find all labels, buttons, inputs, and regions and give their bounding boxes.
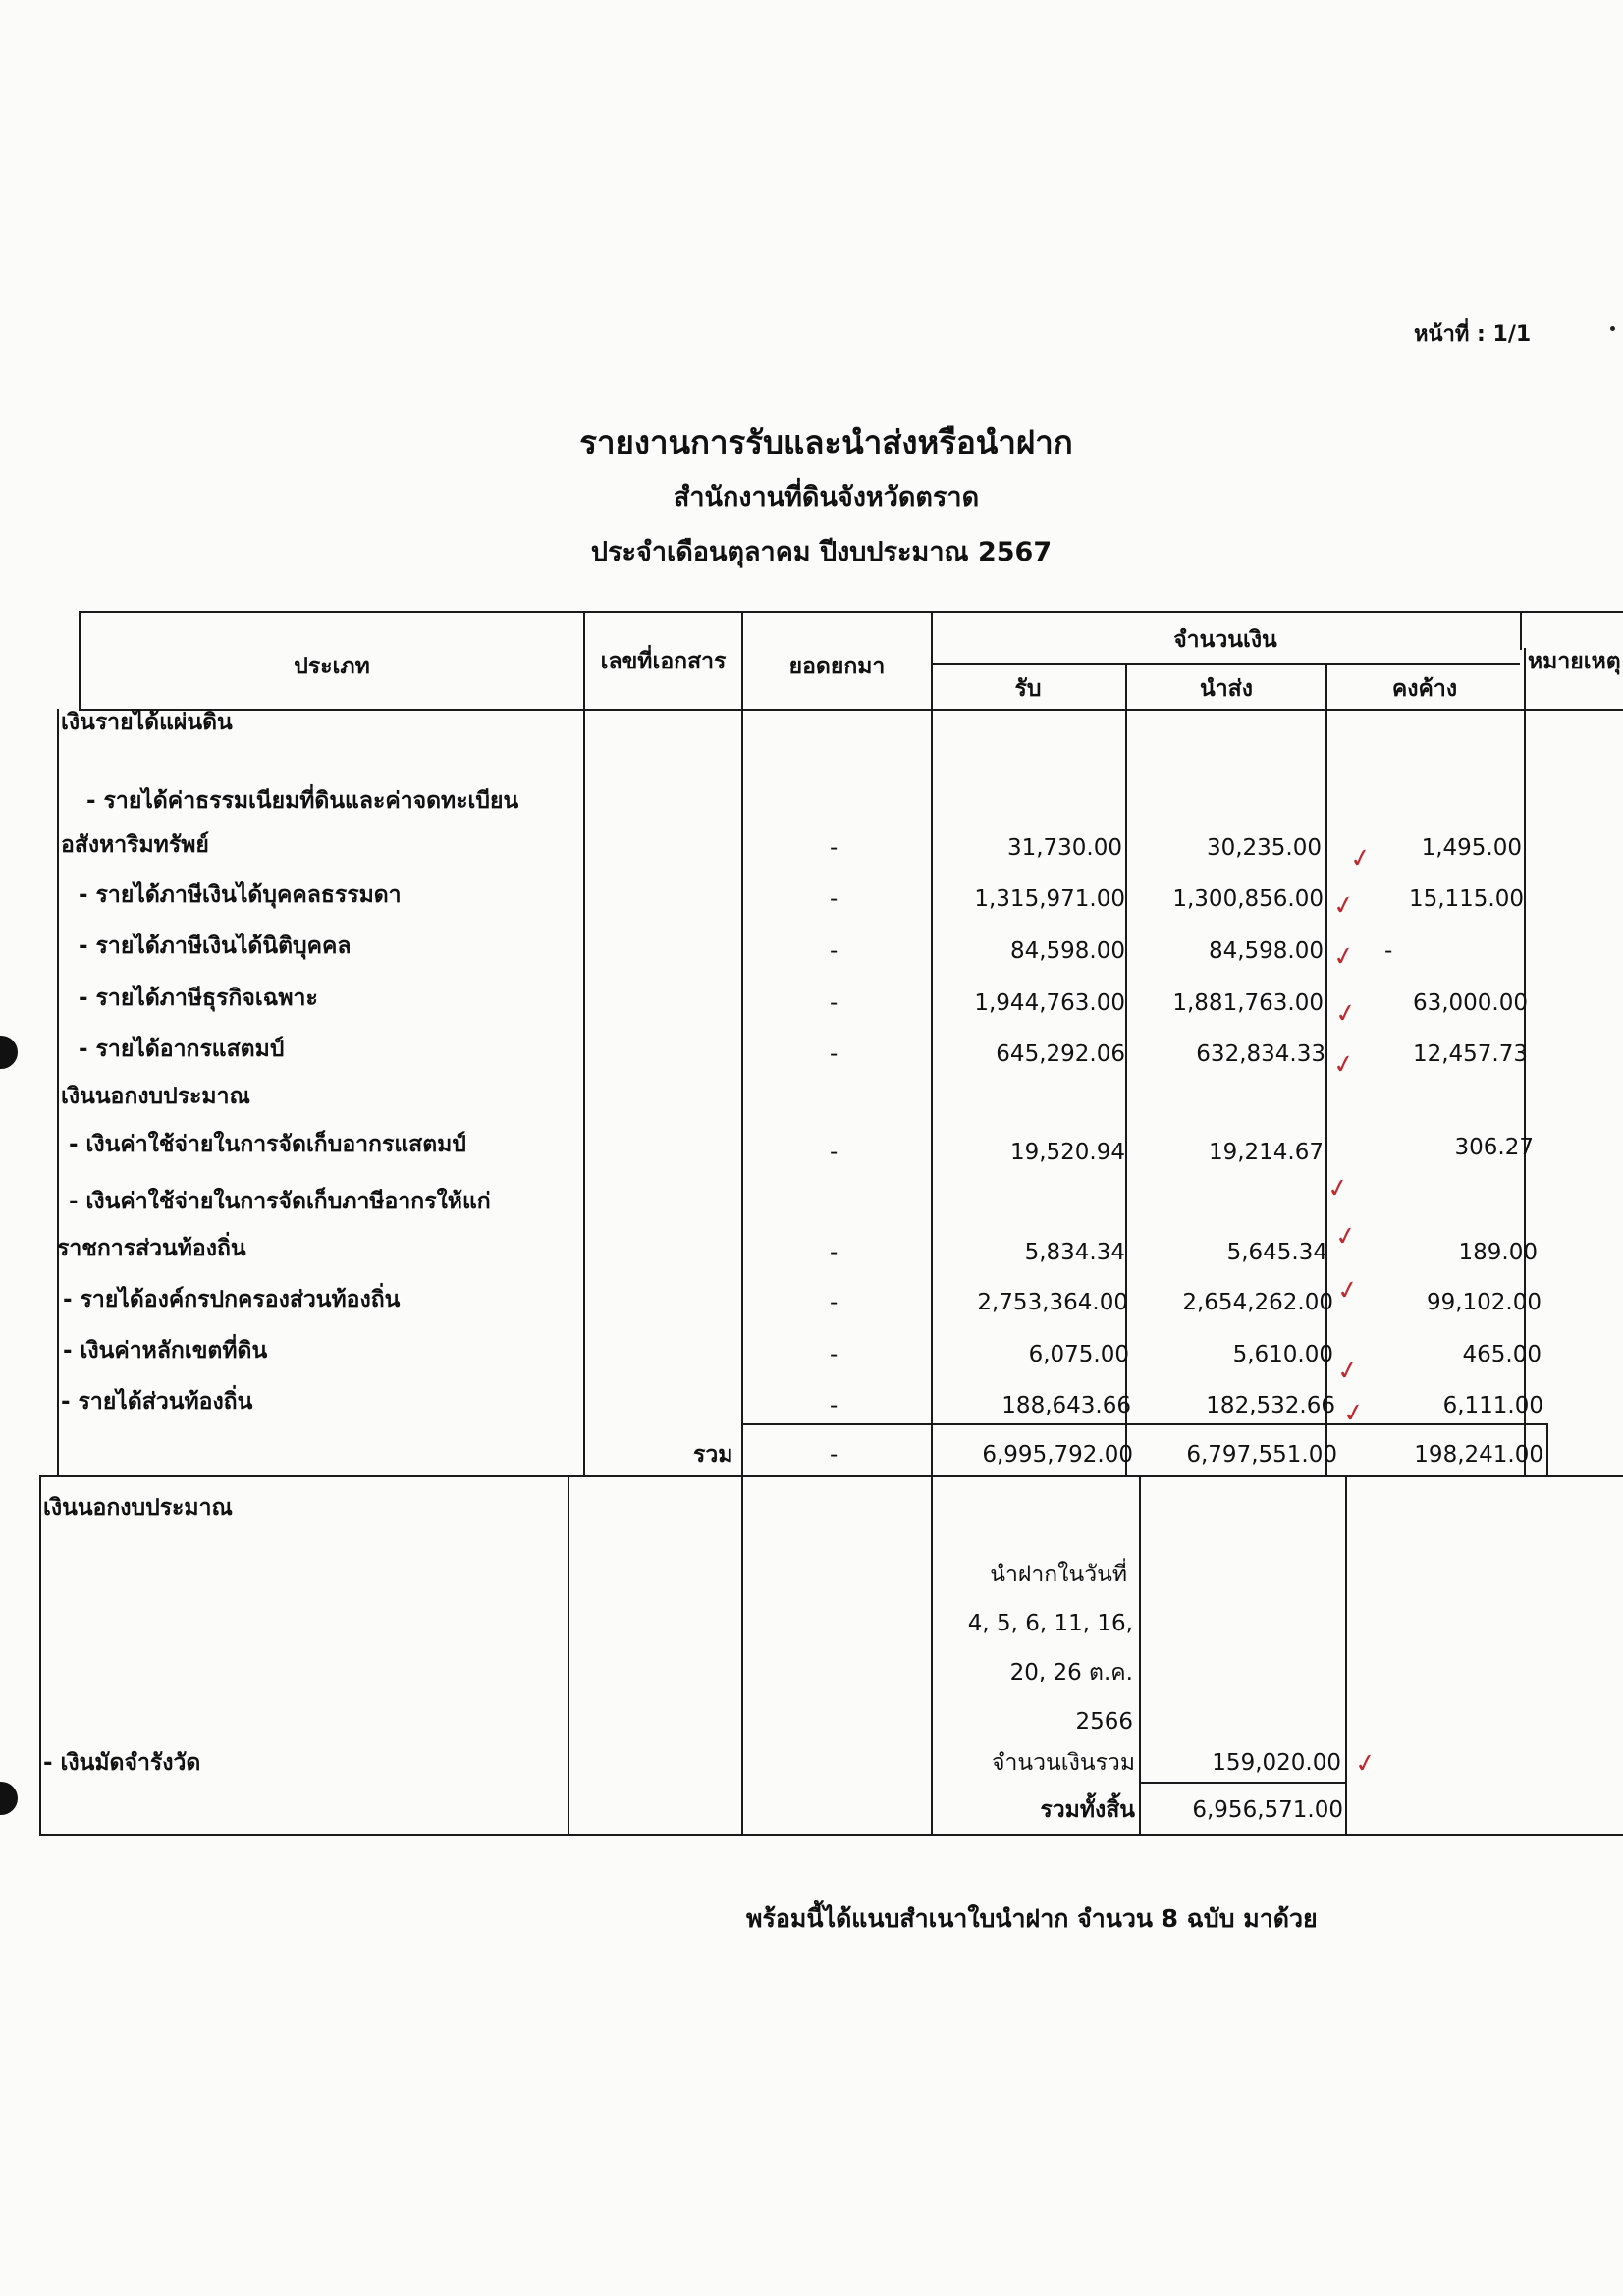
row-name: ราชการส่วนท้องถิ่น: [57, 1236, 246, 1261]
attachment-note: พร้อมนี้ได้แนบสำเนาใบนำฝาก จำนวน 8 ฉบับ มาด้วย: [746, 1904, 1318, 1933]
check-mark-icon: ✓: [1332, 997, 1360, 1031]
row-name: - รายได้ภาษีเงินได้นิติบุคคล: [79, 934, 352, 959]
row-outstanding: 99,102.00: [1426, 1290, 1542, 1315]
deposit-date-line: 2566: [1075, 1709, 1133, 1735]
section-off-budget-2: เงินนอกงบประมาณ: [43, 1495, 233, 1521]
row-carried: -: [830, 1342, 839, 1367]
row-outstanding: 189.00: [1458, 1240, 1538, 1265]
total-remitted: 6,797,551.00: [1186, 1442, 1337, 1468]
check-mark-icon: ✓: [1347, 842, 1375, 876]
row-outstanding: 1,495.00: [1421, 835, 1522, 861]
row-name: - รายได้อากรแสตมป์: [79, 1037, 285, 1062]
page-number: หน้าที่ : 1/1: [1414, 322, 1532, 347]
header-remitted: นำส่ง: [1200, 676, 1253, 702]
row-received: 188,643.66: [1001, 1393, 1131, 1418]
check-mark-icon: ✓: [1330, 1048, 1358, 1082]
check-mark-icon: ✓: [1332, 1220, 1360, 1254]
row-received: 2,753,364.00: [977, 1290, 1128, 1315]
total-received: 6,995,792.00: [982, 1442, 1133, 1468]
header-outstanding: คงค้าง: [1391, 676, 1458, 702]
row-carried: -: [830, 1393, 839, 1418]
row-outstanding: -: [1384, 938, 1393, 964]
row-name: - รายได้ส่วนท้องถิ่น: [61, 1389, 253, 1415]
row-remitted: 182,532.66: [1206, 1393, 1335, 1418]
row-received: 1,315,971.00: [974, 886, 1125, 912]
check-mark-icon: ✓: [1330, 889, 1358, 923]
row-carried: -: [830, 835, 839, 861]
row-received: 1,944,763.00: [974, 990, 1125, 1016]
deposit-date-line: 20, 26 ต.ค.: [1009, 1660, 1133, 1685]
grand-total: 6,956,571.00: [1192, 1797, 1343, 1823]
row-remitted: 1,300,856.00: [1172, 886, 1324, 912]
section-off-budget: เงินนอกงบประมาณ: [61, 1084, 250, 1109]
row-remitted: 5,645.34: [1226, 1240, 1327, 1265]
punch-hole: [0, 1036, 18, 1069]
row-received: 84,598.00: [1009, 938, 1125, 964]
row-outstanding: 465.00: [1462, 1342, 1542, 1367]
check-mark-icon: ✓: [1334, 1355, 1362, 1388]
report-period: ประจำเดือนตุลาคม ปีงบประมาณ 2567: [590, 537, 1053, 567]
deposit-sum: 159,020.00: [1212, 1750, 1341, 1776]
row-received: 5,834.34: [1024, 1240, 1125, 1265]
row-carried: -: [830, 1240, 839, 1265]
header-amount: จำนวนเงิน: [1173, 627, 1277, 653]
header-doc-no: เลขที่เอกสาร: [600, 649, 727, 674]
row-carried: -: [830, 886, 839, 912]
row-outstanding: 63,000.00: [1412, 990, 1528, 1016]
section-state-revenue: เงินรายได้แผ่นดิน: [61, 710, 233, 735]
row-received: 19,520.94: [1009, 1140, 1125, 1165]
row-received: 6,075.00: [1028, 1342, 1129, 1367]
total-label: รวม: [693, 1442, 733, 1468]
deposit-date-line: 4, 5, 6, 11, 16,: [967, 1611, 1133, 1636]
deposit-item: - เงินมัดจำรังวัด: [43, 1750, 201, 1776]
check-mark-icon: ✓: [1330, 940, 1358, 974]
row-received: 31,730.00: [1006, 835, 1122, 861]
row-carried: -: [830, 990, 839, 1016]
check-mark-icon: ✓: [1340, 1397, 1368, 1430]
row-carried: -: [830, 1041, 839, 1067]
header-carried: ยอดยกมา: [788, 654, 886, 679]
row-outstanding: 306.27: [1454, 1135, 1534, 1160]
header-received: รับ: [1014, 676, 1042, 702]
row-remitted: 1,881,763.00: [1172, 990, 1324, 1016]
total-outstanding: 198,241.00: [1414, 1442, 1543, 1468]
office-name: สำนักงานที่ดินจังหวัดตราด: [673, 482, 980, 512]
row-received: 645,292.06: [996, 1041, 1125, 1067]
grand-total-label: รวมทั้งสิ้น: [1040, 1797, 1135, 1823]
row-remitted: 5,610.00: [1232, 1342, 1333, 1367]
row-carried: -: [830, 1290, 839, 1315]
deposit-date-line: นำฝากในวันที่: [990, 1562, 1127, 1587]
check-mark-icon: ✓: [1325, 1172, 1352, 1205]
report-title: รายงานการรับและนำส่งหรือนำฝาก: [579, 423, 1073, 461]
row-name: - เงินค่าใช้จ่ายในการจัดเก็บภาษีอากรให้แก่: [69, 1189, 491, 1214]
row-name: - รายได้ภาษีเงินได้บุคคลธรรมดา: [79, 882, 402, 908]
row-remitted: 30,235.00: [1206, 835, 1322, 861]
row-name: - รายได้องค์กรปกครองส่วนท้องถิ่น: [63, 1287, 401, 1312]
deposit-sum-label: จำนวนเงินรวม: [992, 1750, 1135, 1776]
punch-hole: [0, 1782, 18, 1815]
row-name: - เงินค่าหลักเขตที่ดิน: [63, 1338, 268, 1363]
row-remitted: 2,654,262.00: [1182, 1290, 1333, 1315]
row-name: - รายได้ภาษีธุรกิจเฉพาะ: [79, 986, 318, 1011]
row-name: - เงินค่าใช้จ่ายในการจัดเก็บอากรแสตมป์: [69, 1132, 466, 1157]
row-remitted: 84,598.00: [1208, 938, 1324, 964]
scan-mark: [1610, 326, 1615, 331]
row-carried: -: [830, 938, 839, 964]
row-outstanding: 12,457.73: [1412, 1041, 1528, 1067]
total-carried: -: [830, 1442, 839, 1468]
row-name: - รายได้ค่าธรรมเนียมที่ดินและค่าจดทะเบียน: [86, 788, 519, 814]
row-name: อสังหาริมทรัพย์: [61, 832, 209, 858]
check-mark-icon: ✓: [1334, 1274, 1362, 1308]
row-remitted: 19,214.67: [1208, 1140, 1324, 1165]
check-mark-icon: ✓: [1352, 1747, 1380, 1781]
row-outstanding: 15,115.00: [1408, 886, 1524, 912]
row-outstanding: 6,111.00: [1442, 1393, 1543, 1418]
row-remitted: 632,834.33: [1196, 1041, 1325, 1067]
row-carried: -: [830, 1140, 839, 1165]
header-remark: หมายเหตุ: [1528, 649, 1621, 674]
header-type: ประเภท: [294, 654, 370, 679]
